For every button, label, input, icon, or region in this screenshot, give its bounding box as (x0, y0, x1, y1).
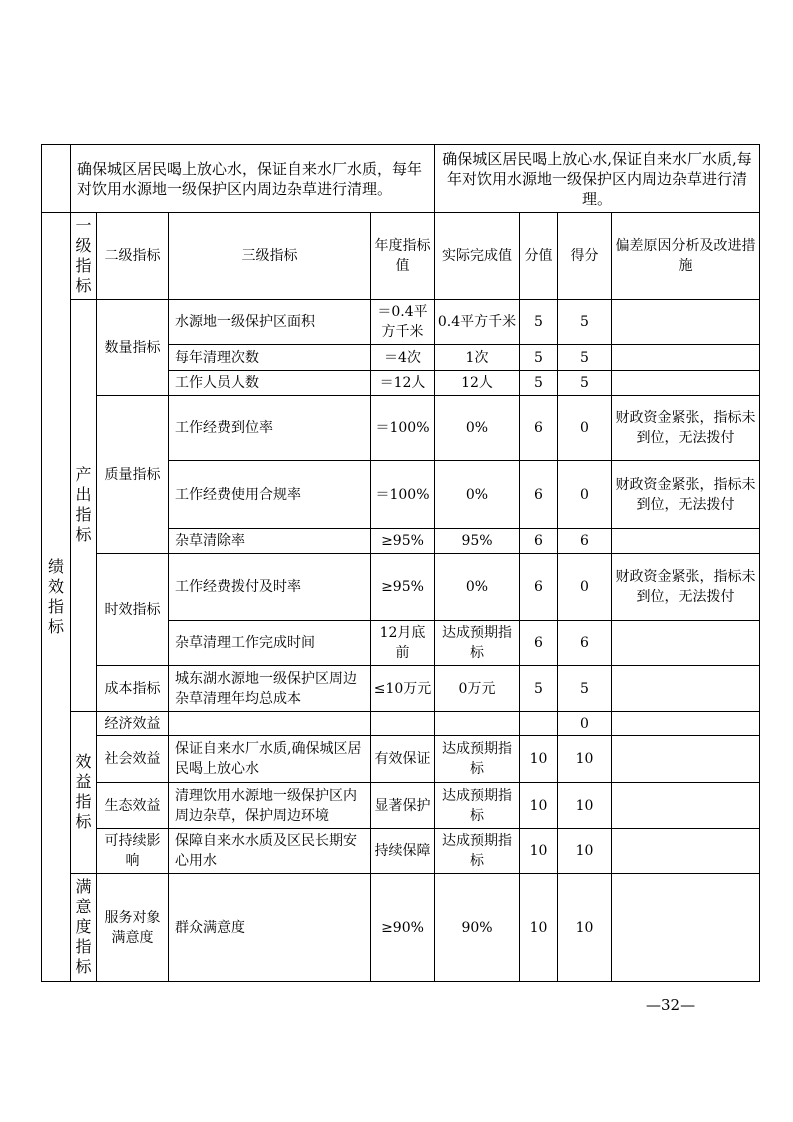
row-weight: 10 (520, 736, 558, 783)
header-score: 得分 (558, 213, 612, 300)
row-target: 显著保护 (371, 783, 435, 829)
row-score: 10 (558, 829, 612, 874)
row-weight: 10 (520, 783, 558, 829)
row-actual (435, 712, 520, 736)
row-weight: 6 (520, 396, 558, 461)
row-actual: 达成预期指标 (435, 783, 520, 829)
row-score: 5 (558, 666, 612, 712)
row-note (612, 529, 760, 554)
header-level3: 三级指标 (169, 213, 371, 300)
row-score: 5 (558, 300, 612, 345)
row-target (371, 712, 435, 736)
row-actual: 0% (435, 461, 520, 529)
row-note (612, 783, 760, 829)
row-target: ＝100% (371, 396, 435, 461)
row-weight: 5 (520, 345, 558, 371)
goal-planned: 确保城区居民喝上放心水，保证自来水厂水质，每年对饮用水源地一级保护区内周边杂草进行清理。 (71, 145, 435, 213)
row-score: 0 (558, 712, 612, 736)
row-note: 财政资金紧张，指标未到位，无法拨付 (612, 554, 760, 621)
row-score: 0 (558, 461, 612, 529)
row-actual: 0% (435, 396, 520, 461)
row-actual: 1次 (435, 345, 520, 371)
header-target: 年度指标值 (371, 213, 435, 300)
row-weight: 6 (520, 529, 558, 554)
row-score: 5 (558, 371, 612, 396)
row-score: 0 (558, 554, 612, 621)
row-target: ≥90% (371, 874, 435, 982)
row-target: 12月底前 (371, 621, 435, 666)
header-weight: 分值 (520, 213, 558, 300)
row-l3: 城东湖水源地一级保护区周边杂草清理年均总成本 (169, 666, 371, 712)
row-score: 10 (558, 783, 612, 829)
row-score: 10 (558, 736, 612, 783)
row-note (612, 345, 760, 371)
row-target: ＝12人 (371, 371, 435, 396)
row-l3: 保障自来水水质及区民长期安心用水 (169, 829, 371, 874)
row-l3: 杂草清除率 (169, 529, 371, 554)
row-note (612, 371, 760, 396)
row-l3: 工作经费到位率 (169, 396, 371, 461)
row-actual: 0.4平方千米 (435, 300, 520, 345)
level2-social: 社会效益 (97, 736, 169, 783)
row-weight: 5 (520, 371, 558, 396)
row-score: 6 (558, 529, 612, 554)
row-note (612, 874, 760, 982)
row-target: ≥95% (371, 529, 435, 554)
row-note (612, 621, 760, 666)
row-score: 10 (558, 874, 612, 982)
level2-ecological: 生态效益 (97, 783, 169, 829)
row-l3: 杂草清理工作完成时间 (169, 621, 371, 666)
row-weight: 10 (520, 829, 558, 874)
row-weight: 6 (520, 461, 558, 529)
row-l3: 群众满意度 (169, 874, 371, 982)
level2-quantity: 数量指标 (97, 300, 169, 396)
row-actual: 达成预期指标 (435, 621, 520, 666)
row-note (612, 829, 760, 874)
row-target: ＝100% (371, 461, 435, 529)
row-target: ＝0.4平方千米 (371, 300, 435, 345)
goal-spacer-cell (42, 145, 71, 213)
row-target: 持续保障 (371, 829, 435, 874)
row-l3: 清理饮用水源地一级保护区内周边杂草，保护周边环境 (169, 783, 371, 829)
row-note: 财政资金紧张，指标未到位，无法拨付 (612, 461, 760, 529)
row-note (612, 736, 760, 783)
row-l3: 工作经费使用合规率 (169, 461, 371, 529)
header-actual: 实际完成值 (435, 213, 520, 300)
page-number: —32— (646, 996, 696, 1014)
row-target: ＝4次 (371, 345, 435, 371)
row-weight (520, 712, 558, 736)
level2-quality: 质量指标 (97, 396, 169, 554)
row-weight: 6 (520, 621, 558, 666)
level2-sustainable: 可持续影响 (97, 829, 169, 874)
row-actual: 0万元 (435, 666, 520, 712)
level1-benefit: 效益指标 (71, 712, 97, 874)
row-score: 5 (558, 345, 612, 371)
row-actual: 95% (435, 529, 520, 554)
perf-indicator-label: 绩效指标 (42, 213, 71, 982)
row-l3: 保证自来水厂水质,确保城区居民喝上放心水 (169, 736, 371, 783)
row-note (612, 300, 760, 345)
row-l3: 工作人员人数 (169, 371, 371, 396)
row-note (612, 666, 760, 712)
row-l3: 水源地一级保护区面积 (169, 300, 371, 345)
level2-timeliness: 时效指标 (97, 554, 169, 666)
level2-service: 服务对象满意度 (97, 874, 169, 982)
goal-actual: 确保城区居民喝上放心水,保证自来水厂水质,每年对饮用水源地一级保护区内周边杂草进行清理。 (435, 145, 760, 213)
performance-table (41, 144, 760, 982)
row-note: 财政资金紧张，指标未到位，无法拨付 (612, 396, 760, 461)
row-weight: 10 (520, 874, 558, 982)
row-actual: 达成预期指标 (435, 829, 520, 874)
level2-cost: 成本指标 (97, 666, 169, 712)
row-actual: 0% (435, 554, 520, 621)
level1-output: 产出指标 (71, 300, 97, 712)
row-score: 0 (558, 396, 612, 461)
row-weight: 6 (520, 554, 558, 621)
row-actual: 12人 (435, 371, 520, 396)
level2-economic: 经济效益 (97, 712, 169, 736)
row-weight: 5 (520, 300, 558, 345)
header-analysis: 偏差原因分析及改进措施 (612, 213, 760, 300)
level1-satisfaction: 满意度指标 (71, 874, 97, 982)
row-weight: 5 (520, 666, 558, 712)
row-l3: 工作经费拨付及时率 (169, 554, 371, 621)
row-actual: 达成预期指标 (435, 736, 520, 783)
row-target: ≤10万元 (371, 666, 435, 712)
row-score: 6 (558, 621, 612, 666)
row-actual: 90% (435, 874, 520, 982)
header-level1: 一级指标 (71, 213, 97, 300)
row-l3 (169, 712, 371, 736)
header-level2: 二级指标 (97, 213, 169, 300)
row-target: 有效保证 (371, 736, 435, 783)
row-note (612, 712, 760, 736)
row-l3: 每年清理次数 (169, 345, 371, 371)
row-target: ≥95% (371, 554, 435, 621)
